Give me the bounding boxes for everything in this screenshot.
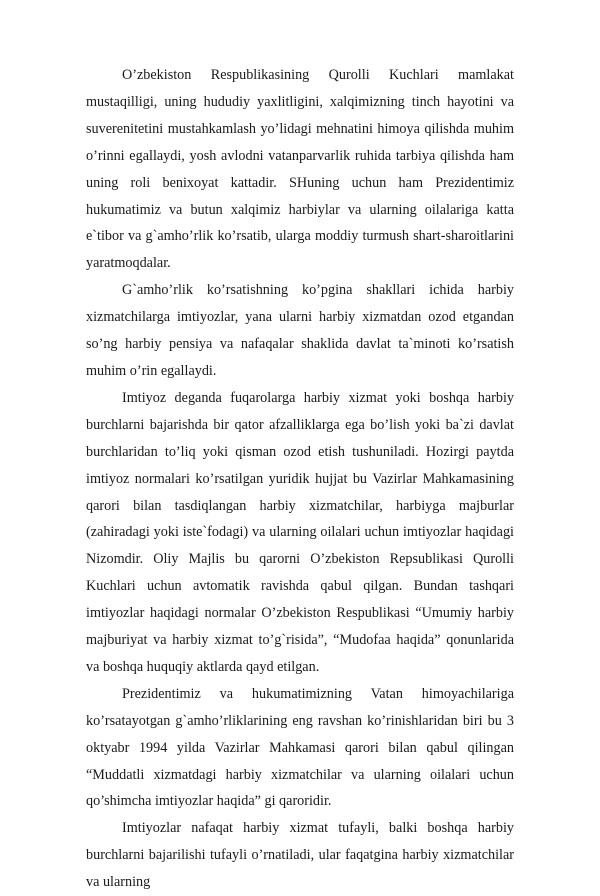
- paragraph-government-decree: Prezidentimiz va hukumatimizning Vatan himoyachilariga ko’rsatayotgan g`amho’rliklarining eng ravshan ko’rinishlaridan biri bu 3 oktyabr 1994 yilda Vazirlar Mahkamasi qarori bilan qabul qilingan “Muddatli xizmatdagi harbiy xizmatchilar va ularning oilalari uchun qo’shimcha imtiyozlar haqida” gi qaroridir.: [86, 685, 514, 810]
- paragraph-privilege-definition: Imtiyoz deganda fuqarolarga harbiy xizmat yoki boshqa harbiy burchlarni bajarishda bir qator afzalliklarga ega bo’lish yoki ba`zi davlat burchlaridan to’liq yoki qisman ozod etish tushuniladi. Hozirgi paytda imtiyoz normalari ko’rsatilgan yuridik hujjat bu Vazirlar Mahkamasining qarori bilan tasdiqlangan harbiy xizmatchilar, harbiyga majburlar (zahiradagi yoki iste`fodagi) va ularning oilalari uchun imtiyozlar haqidagi Nizomdir. Oliy Majlis bu qarorni O’zbekiston Repsublikasi Qurolli Kuchlari uchun avtomatik ravishda qabul qilgan. Bundan tashqari imtiyozlar haqidagi normalar O’zbekiston Respublikasi “Umumiy harbiy majburiyat va harbiy xizmat to’g`risida”, “Mudofaa haqida” qonunlarida va boshqa huquqiy aktlarda qayd etilgan.: [86, 389, 514, 675]
- paragraph-privileges-scope: Imtiyozlar nafaqat harbiy xizmat tufayli, balki boshqa harbiy burchlarni bajarilishi tufayli o’rnatiladi, ular faqatgina harbiy xizmatchilar va ularning: [86, 820, 514, 891]
- paragraph-armed-forces-role: O’zbekiston Respublikasining Qurolli Kuchlari mamlakat mustaqilligi, uning hududiy yaxlitligini, xalqimizning tinch hayotini va suverenitetini mustahkamlash yo’lidagi mehnatini himoya qilishda muhim o’rinni egallaydi, yosh avlodni vatanparvarlik ruhida tarbiya qilishda ham uning roli benixoyat kattadir. SHuning uchun ham Prezidentimiz hukumatimiz va butun xalqimiz harbiylar va ularning oilalariga katta e`tibor va g`amho’rlik ko’rsatib, ularga moddiy turmush shart-sharoitlarini yaratmoqdalar.: [86, 67, 514, 272]
- paragraph-forms-of-care: G`amho’rlik ko’rsatishning ko’pgina shakllari ichida harbiy xizmatchilarga imtiyozlar, yana ularni harbiy xizmatdan ozod etgandan so’ng harbiy pensiya va nafaqalar shaklida davlat ta`minoti ko’rsatish muhim o’rin egallaydi.: [86, 282, 514, 379]
